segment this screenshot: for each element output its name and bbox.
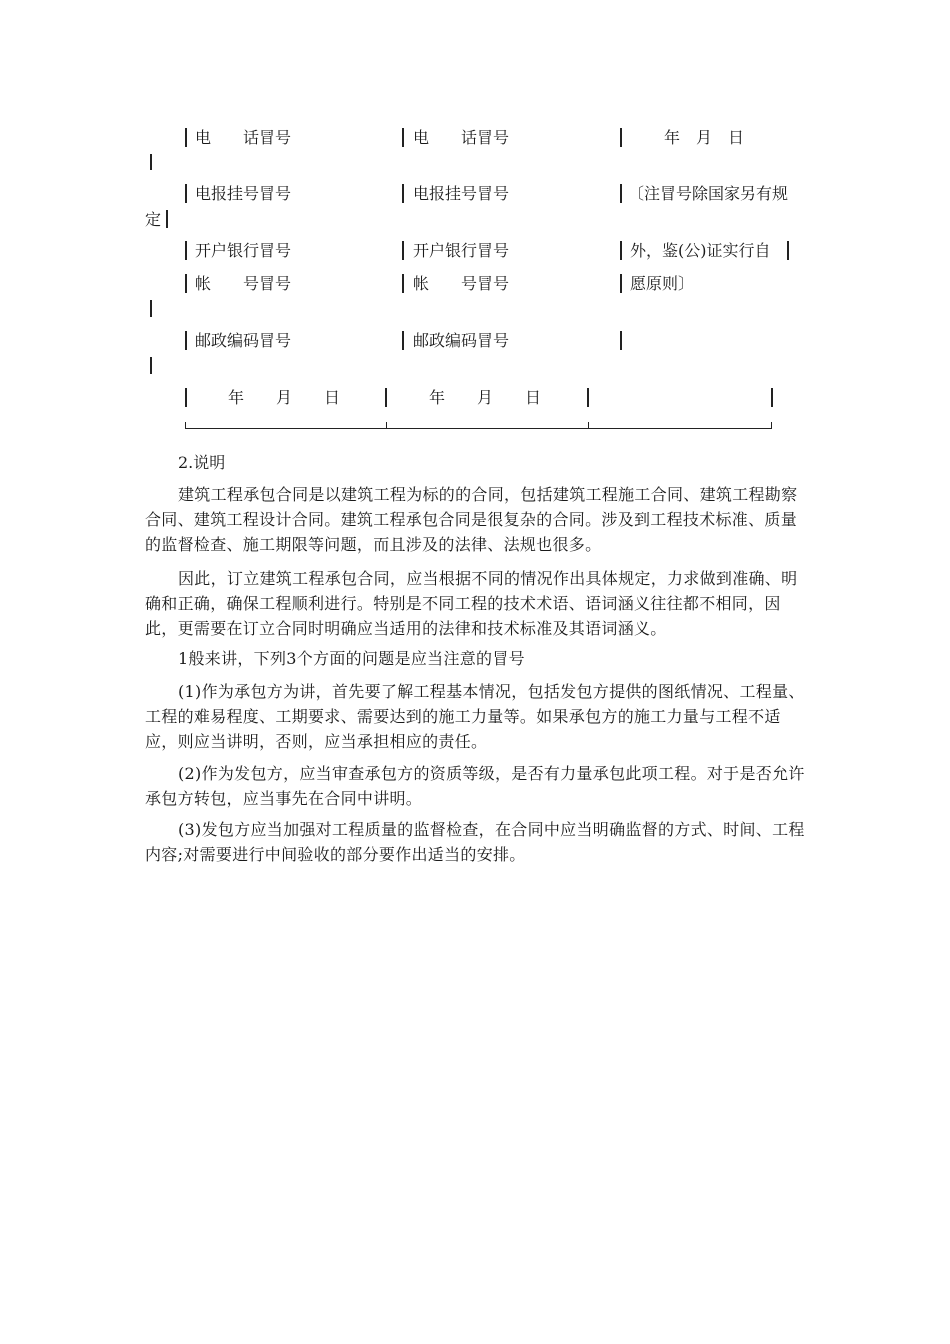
party-a-date-label: 年 月 日 xyxy=(228,388,341,407)
paragraph-intro: 建筑工程承包合同是以建筑工程为标的的合同，包括建筑工程施工合同、建筑工程勘察合同、建筑工程设计合同。建筑工程承包合同是很复杂的合同。涉及到工程技术标准、质量的监督检查、施工期限等问题，而且涉及的法律、法规也很多。 xyxy=(145,485,798,554)
party-a-phone-label: 电 话冒号 xyxy=(195,128,292,147)
table-border xyxy=(150,300,152,317)
table-border xyxy=(787,241,789,260)
table-border xyxy=(150,357,152,374)
table-border xyxy=(587,388,589,407)
table-border xyxy=(620,331,622,350)
table-bottom-border xyxy=(185,428,772,429)
note-line-3: 愿原则〕 xyxy=(630,274,695,293)
table-border xyxy=(620,128,622,147)
table-border xyxy=(150,154,152,170)
table-border xyxy=(166,210,168,228)
party-b-postcode-label: 邮政编码冒号 xyxy=(413,331,510,350)
party-a-telegraph-label: 电报挂号冒号 xyxy=(195,184,292,203)
note-line-1-wrap: 定 xyxy=(145,210,162,229)
note-line-1: 〔注冒号除国家另有规 xyxy=(628,184,789,203)
table-border xyxy=(185,241,187,260)
section-heading: 2.说明 xyxy=(178,453,226,472)
table-border xyxy=(402,128,404,147)
table-border xyxy=(185,274,187,293)
party-b-telegraph-label: 电报挂号冒号 xyxy=(413,184,510,203)
paragraph-general: 1般来讲，下列3个方面的问题是应当注意的冒号 xyxy=(178,649,525,668)
paragraph-point-2: (2)作为发包方，应当审查承包方的资质等级，是否有力量承包此项工程。对于是否允许承包方转包，应当事先在合同中讲明。 xyxy=(145,764,805,808)
note-line-2: 外，鉴(公)证实行自 xyxy=(630,241,771,260)
table-border xyxy=(385,388,387,407)
table-border xyxy=(402,331,404,350)
paragraph-point-1: (1)作为承包方为讲，首先要了解工程基本情况，包括发包方提供的图纸情况、工程量、工程的难易程度、工期要求、需要达到的施工力量等。如果承包方的施工力量与工程不适应，则应当讲明，否则，应当承担相应的责任。 xyxy=(145,682,805,751)
table-border xyxy=(620,274,622,293)
party-b-date-label: 年 月 日 xyxy=(429,388,542,407)
table-border xyxy=(620,184,622,203)
table-border xyxy=(620,241,622,260)
table-border xyxy=(185,422,186,428)
table-border xyxy=(402,184,404,203)
table-border xyxy=(185,184,187,203)
party-b-bank-label: 开户银行冒号 xyxy=(413,241,510,260)
table-border xyxy=(185,331,187,350)
table-border xyxy=(386,422,387,428)
table-border xyxy=(402,274,404,293)
paragraph-point-3: (3)发包方应当加强对工程质量的监督检查，在合同中应当明确监督的方式、时间、工程内容;对需要进行中间验收的部分要作出适当的安排。 xyxy=(145,820,805,864)
party-a-postcode-label: 邮政编码冒号 xyxy=(195,331,292,350)
table-border xyxy=(185,388,187,407)
party-b-phone-label: 电 话冒号 xyxy=(413,128,510,147)
table-border xyxy=(771,422,772,428)
table-border xyxy=(185,128,187,147)
table-border xyxy=(771,388,773,407)
table-border xyxy=(402,241,404,260)
party-a-account-label: 帐 号冒号 xyxy=(195,274,292,293)
party-b-account-label: 帐 号冒号 xyxy=(413,274,510,293)
table-border xyxy=(588,422,589,428)
notary-date-label: 年 月 日 xyxy=(632,128,745,147)
paragraph-therefore: 因此，订立建筑工程承包合同，应当根据不同的情况作出具体规定，力求做到准确、明确和正确，确保工程顺利进行。特别是不同工程的技术术语、语词涵义往往都不相同，因此，更需要在订立合同时明确应当适用的法律和技术标准及其语词涵义。 xyxy=(145,569,798,638)
party-a-bank-label: 开户银行冒号 xyxy=(195,241,292,260)
